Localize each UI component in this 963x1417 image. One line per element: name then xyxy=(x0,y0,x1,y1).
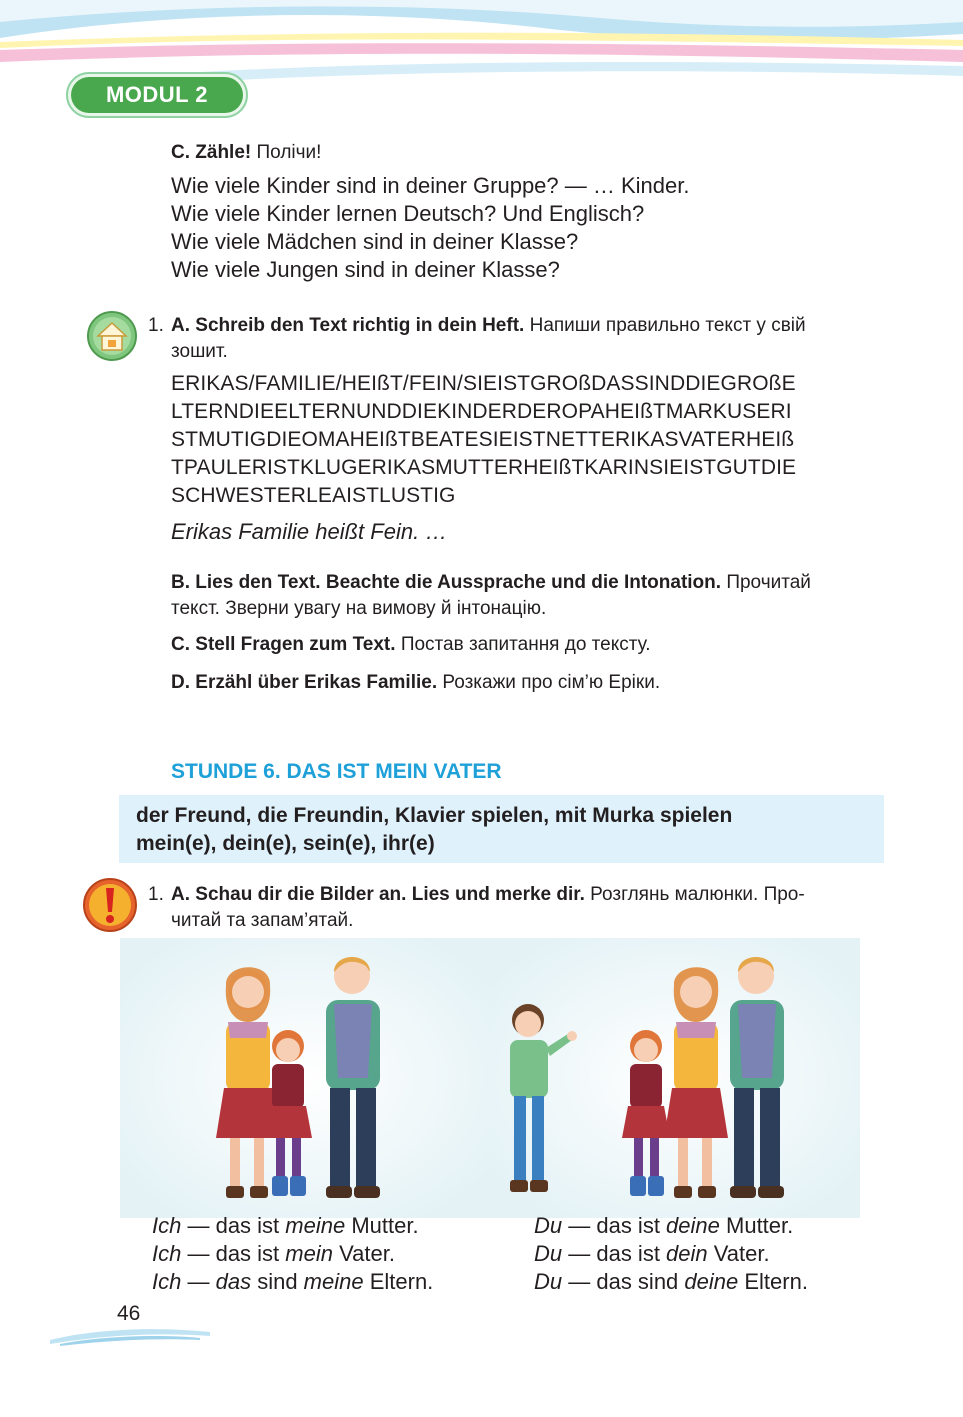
caption-text: — das ist xyxy=(562,1241,667,1266)
caption-right-3 xyxy=(534,1268,808,1296)
exclamation-icon xyxy=(82,876,138,934)
caption-text: sind xyxy=(251,1269,304,1294)
scrambled-line-2: LTERNDIEELTERNUNDDIEKINDERDEROPAHEIßTMARKUSERI xyxy=(171,400,792,423)
task-c-uk: Постав запитання до тексту. xyxy=(400,634,651,655)
task-b xyxy=(171,570,891,596)
scrambled-line-1: ERIKAS/FAMILIE/HEIßT/FEIN/SIEISTGROßDASSINDDIEGROßE xyxy=(171,372,796,395)
caption-pronoun: Du xyxy=(534,1241,563,1266)
scrambled-line-3: STMUTIGDIEOMAHEIßTBEATESIEISTNETTERIKASVATERHEIß xyxy=(171,428,795,451)
task-b-de: B. Lies den Text. Beachte die Aussprache und die Intonation. xyxy=(171,572,722,593)
caption-text: — das ist xyxy=(181,1241,286,1266)
homework-title-de: A. Schreib den Text richtig in dein Heft. xyxy=(171,315,525,336)
caption-pronoun: Ich xyxy=(152,1213,182,1238)
count-question-3: Wie viele Mädchen sind in deiner Klasse? xyxy=(171,229,579,254)
scrambled-line-4: TPAULERISTKLUGERIKASMUTTERHEIßTKARINSIEISTGUTDIE xyxy=(171,456,797,479)
homework-title-uk-line2: зошит. xyxy=(171,341,228,362)
lesson-title: STUNDE 6. DAS IST MEIN VATER xyxy=(171,760,502,783)
task-b-uk-line2: текст. Зверни увагу на вимову й інтонацію. xyxy=(171,598,547,619)
caption-noun: Vater. xyxy=(332,1241,395,1266)
count-question-2: Wie viele Kinder lernen Deutsch? Und Englisch? xyxy=(171,201,645,226)
vocab-line-1: der Freund, die Freundin, Klavier spielen, mit Murka spielen xyxy=(136,804,733,827)
caption-right-2 xyxy=(534,1240,770,1268)
task-d-uk: Розкажи про сім’ю Еріки. xyxy=(442,672,661,693)
vocab-line-2: mein(e), dein(e), sein(e), ihr(e) xyxy=(136,832,435,855)
caption-pronoun: Ich xyxy=(152,1241,182,1266)
caption-text: — das sind xyxy=(562,1269,685,1294)
caption-pronoun: Ich xyxy=(152,1269,182,1294)
homework-example: Erikas Familie heißt Fein. … xyxy=(171,519,448,544)
task-c xyxy=(171,632,651,658)
caption-pronoun: Du xyxy=(534,1269,563,1294)
caption-possessive: mein xyxy=(285,1241,333,1266)
count-exercise-title xyxy=(171,140,321,166)
caption-noun: Eltern. xyxy=(738,1269,808,1294)
caption-possessive: meine xyxy=(285,1213,346,1238)
caption-noun: Eltern. xyxy=(363,1269,434,1294)
exercise-1-title xyxy=(171,882,886,908)
caption-right-1 xyxy=(534,1212,793,1240)
family-illustration-right xyxy=(490,938,860,1218)
caption-noun: Mutter. xyxy=(719,1213,794,1238)
task-b-uk: Прочитай xyxy=(726,572,811,593)
caption-left-1 xyxy=(152,1212,419,1240)
count-question-4: Wie viele Jungen sind in deiner Klasse? xyxy=(171,257,560,282)
exercise-1-title-de: A. Schau dir die Bilder an. Lies und merke dir. xyxy=(171,884,585,905)
exercise-1-title-uk-line2: читай та запам’ятай. xyxy=(171,910,354,931)
count-question-1: Wie viele Kinder sind in deiner Gruppe? — … Kinder. xyxy=(171,173,690,198)
count-exercise-title-uk: Полічи! xyxy=(256,142,322,163)
caption-noun: Mutter. xyxy=(345,1213,419,1238)
homework-number: 1. xyxy=(148,315,164,336)
caption-demonstrative: das xyxy=(215,1269,252,1294)
homework-title xyxy=(171,313,886,339)
module-label: MODUL 2 xyxy=(105,82,209,107)
task-c-de: C. Stell Fragen zum Text. xyxy=(171,634,396,655)
caption-text: — das ist xyxy=(562,1213,667,1238)
homework-title-uk: Напиши правильно текст у свій xyxy=(529,315,806,336)
caption-possessive: deine xyxy=(684,1269,739,1294)
vocabulary-box xyxy=(119,795,884,863)
page-number: 46 xyxy=(117,1302,141,1325)
exercise-1-number: 1. xyxy=(148,884,164,905)
count-exercise-title-de: C. Zähle! xyxy=(171,142,252,163)
caption-text: — xyxy=(181,1269,216,1294)
caption-possessive: meine xyxy=(303,1269,364,1294)
caption-left-3 xyxy=(152,1268,433,1296)
caption-left-2 xyxy=(152,1240,395,1268)
caption-possessive: dein xyxy=(666,1241,708,1266)
task-d xyxy=(171,670,660,696)
caption-text: — das ist xyxy=(181,1213,286,1238)
footer-wave-decoration xyxy=(50,1322,210,1347)
exercise-1-title-uk: Розглянь малюнки. Про- xyxy=(590,884,805,905)
caption-possessive: deine xyxy=(666,1213,720,1238)
task-d-de: D. Erzähl über Erikas Familie. xyxy=(171,672,438,693)
module-badge xyxy=(66,72,248,118)
caption-pronoun: Du xyxy=(534,1213,563,1238)
house-icon xyxy=(86,310,138,362)
scrambled-line-5: SCHWESTERLEAISTLUSTIG xyxy=(171,484,456,507)
caption-noun: Vater. xyxy=(707,1241,770,1266)
family-illustration-left xyxy=(120,938,490,1218)
